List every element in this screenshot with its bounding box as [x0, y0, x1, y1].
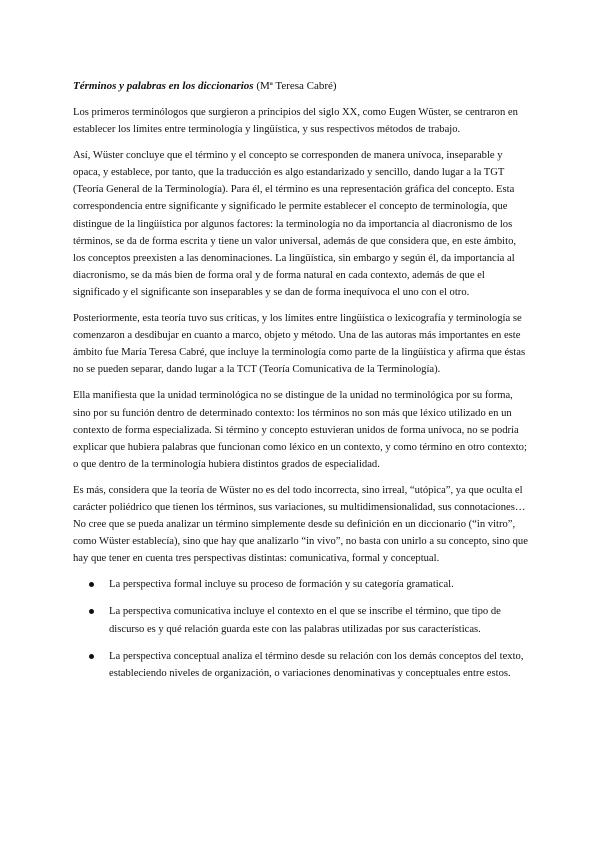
- list-item-text: La perspectiva comunicativa incluye el contexto en el que se inscribe el término, que tipo de discurso es y qué relación guarda este con las palabras utilizadas por sus características.: [109, 606, 501, 635]
- paragraph-2: Así, Wüster concluye que el término y el concepto se corresponden de manera unívoca, inseparable y opaca, y establece, por tanto, que la traducción es algo estandarizado y sencillo, dando lugar a la TGT (Teoría General de la Terminología). Para él, el término es una representación gráfica del concepto. Esta correspondencia entre significante y significado le permite establecer el concepto de terminología, que distingue de la lingüística por algunos factores: la terminología no da importancia al diacronismo de los términos, se da de forma escrita y tiene un valor universal, además de que considera que, en este ámbito, los conceptos preexisten a las denominaciones. La lingüística, sin embargo y según él, da importancia al diacronismo, se da más bien de forma oral y de forma natural en cada contexto, además de que el significado y el significante son inseparables y se dan de forma inequívoca el uno con el otro.: [73, 150, 517, 298]
- list-item: [73, 648, 528, 682]
- bullet-icon: [89, 609, 94, 614]
- list-item-text: La perspectiva formal incluye su proceso de formación y su categoría gramatical.: [109, 579, 454, 591]
- list-item: [73, 576, 528, 593]
- paragraph-5: Es más, considera que la teoría de Wüster no es del todo incorrecta, sino irreal, “utópica”, ya que oculta el carácter poliédrico que tienen los términos, sus variaciones, su multidimensionalidad, sus connotaciones… No cree que se pueda analizar un término simplemente desde su definición en un diccionario (“in vitro”, como Wüster establecía), sino que hay que analizarlo “in vivo”, no basta con unirlo a su concepto, sino que hay que tener en cuenta tres perspectivas distintas: comunicativa, formal y conceptual.: [73, 484, 528, 565]
- paragraph-3: Posteriormente, esta teoría tuvo sus críticas, y los límites entre lingüística o lexicografía y terminología se comenzaron a desdibujar en cuanto a marco, objeto y método. Una de las autoras más importantes en este ámbito fue María Teresa Cabré, que incluye la terminología como parte de la lingüística y afirma que éstas no se pueden separar, dando lugar a la TCT (Teoría Comunicativa de la Terminología).: [73, 313, 526, 376]
- bullet-icon: [89, 582, 94, 587]
- perspectives-list: [73, 576, 528, 681]
- title-bold-text: Términos y palabras en los diccionarios: [73, 80, 254, 92]
- paragraph-4: Ella manifiesta que la unidad terminológica no se distingue de la unidad no terminológica por su forma, sino por su función dentro de determinado contexto: los términos no son más que léxico utilizado en un contexto de forma especializada. Si término y concepto estuvieran unidos de forma unívoca, no se podría explicar que hubiera palabras que funcionan como léxico en un contexto, y como término en otro contexto; o que dentro de la terminología hubiera distintos grados de especialidad.: [73, 390, 527, 470]
- list-item-text: La perspectiva conceptual analiza el término desde su relación con los demás conceptos del texto, estableciendo niveles de organización, o variaciones denominativas y conceptuales entre estos.: [109, 650, 524, 679]
- document-title: [73, 79, 528, 93]
- title-author-text: (Mª Teresa Cabré): [253, 80, 337, 92]
- list-item: [73, 603, 528, 637]
- paragraph-1: Los primeros terminólogos que surgieron a principios del siglo XX, como Eugen Wüster, se centraron en establecer los límites entre terminología y lingüística, y sus respectivos métodos de trabajo.: [73, 107, 518, 136]
- bullet-icon: [89, 654, 94, 659]
